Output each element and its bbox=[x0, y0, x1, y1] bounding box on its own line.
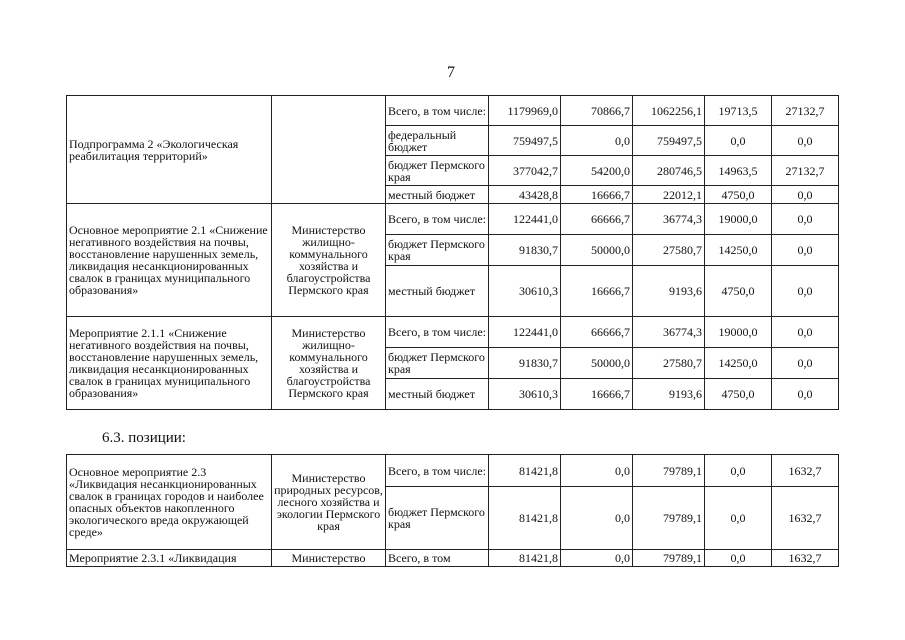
value-total: 91830,7 bbox=[489, 348, 561, 379]
value-year4: 0,0 bbox=[772, 379, 839, 410]
executor: Министерство жилищно-коммунального хозяйства и благоустройства Пермского края bbox=[272, 317, 386, 410]
value-year1: 0,0 bbox=[561, 550, 633, 567]
value-year3: 14250,0 bbox=[705, 235, 772, 266]
funding-source: федеральный бюджет bbox=[386, 126, 489, 156]
value-year2: 36774,3 bbox=[633, 317, 705, 348]
value-year4: 1632,7 bbox=[772, 550, 839, 567]
value-year3: 4750,0 bbox=[705, 186, 772, 204]
value-total: 81421,8 bbox=[489, 550, 561, 567]
value-year3: 14250,0 bbox=[705, 348, 772, 379]
page-number: 7 bbox=[447, 64, 455, 81]
funding-source: Всего, в том числе: bbox=[386, 317, 489, 348]
funding-source: бюджет Пермского края bbox=[386, 487, 489, 550]
value-total: 81421,8 bbox=[489, 455, 561, 487]
funding-source: бюджет Пермского края bbox=[386, 156, 489, 186]
funding-source: Всего, в том числе: bbox=[386, 96, 489, 126]
value-year4: 0,0 bbox=[772, 348, 839, 379]
value-year2: 280746,5 bbox=[633, 156, 705, 186]
funding-source: Всего, в том bbox=[386, 550, 489, 567]
value-year3: 0,0 bbox=[705, 550, 772, 567]
value-year3: 19000,0 bbox=[705, 204, 772, 235]
value-year3: 19000,0 bbox=[705, 317, 772, 348]
value-total: 81421,8 bbox=[489, 487, 561, 550]
funding-source: Всего, в том числе: bbox=[386, 204, 489, 235]
value-year2: 27580,7 bbox=[633, 235, 705, 266]
value-year2: 79789,1 bbox=[633, 487, 705, 550]
table-row bbox=[67, 204, 839, 235]
value-year2: 36774,3 bbox=[633, 204, 705, 235]
funding-source: Всего, в том числе: bbox=[386, 455, 489, 487]
program-name: Мероприятие 2.1.1 «Снижение негативного воздействия на почвы, восстановление нарушенных земель, ликвидация несанкционированных свалок в границах муниципального образования» bbox=[67, 317, 272, 410]
value-year4: 27132,7 bbox=[772, 96, 839, 126]
value-year1: 0,0 bbox=[561, 487, 633, 550]
value-year4: 0,0 bbox=[772, 204, 839, 235]
value-year2: 9193,6 bbox=[633, 379, 705, 410]
value-year4: 0,0 bbox=[772, 266, 839, 317]
section-heading: 6.3. позиции: bbox=[102, 430, 186, 446]
value-year2: 79789,1 bbox=[633, 550, 705, 567]
program-name: Основное мероприятие 2.3 «Ликвидация несанкционированных свалок в границах городов и наиболее опасных объектов накопленного экологического вреда окружающей среде» bbox=[67, 455, 272, 550]
funding-source: местный бюджет bbox=[386, 379, 489, 410]
funding-source: местный бюджет bbox=[386, 186, 489, 204]
value-year4: 0,0 bbox=[772, 126, 839, 156]
value-year1: 0,0 bbox=[561, 455, 633, 487]
value-year3: 0,0 bbox=[705, 455, 772, 487]
value-year1: 16666,7 bbox=[561, 266, 633, 317]
value-year2: 22012,1 bbox=[633, 186, 705, 204]
value-year1: 50000,0 bbox=[561, 235, 633, 266]
budget-table-1 bbox=[66, 95, 839, 410]
table-row bbox=[67, 317, 839, 348]
value-total: 30610,3 bbox=[489, 379, 561, 410]
value-total: 43428,8 bbox=[489, 186, 561, 204]
table-row bbox=[67, 455, 839, 487]
value-year3: 4750,0 bbox=[705, 379, 772, 410]
value-year1: 0,0 bbox=[561, 126, 633, 156]
value-year3: 0,0 bbox=[705, 487, 772, 550]
funding-source: бюджет Пермского края bbox=[386, 348, 489, 379]
value-year1: 70866,7 bbox=[561, 96, 633, 126]
value-year4: 27132,7 bbox=[772, 156, 839, 186]
value-year1: 16666,7 bbox=[561, 186, 633, 204]
value-total: 91830,7 bbox=[489, 235, 561, 266]
value-year2: 9193,6 bbox=[633, 266, 705, 317]
funding-source: бюджет Пермского края bbox=[386, 235, 489, 266]
executor: Министерство жилищно-коммунального хозяйства и благоустройства Пермского края bbox=[272, 204, 386, 317]
program-name: Основное мероприятие 2.1 «Снижение негативного воздействия на почвы, восстановление нарушенных земель, ликвидация несанкционированных свалок в границах муниципального образования» bbox=[67, 204, 272, 317]
value-total: 122441,0 bbox=[489, 204, 561, 235]
value-total: 122441,0 bbox=[489, 317, 561, 348]
executor bbox=[272, 96, 386, 204]
table-row bbox=[67, 550, 839, 567]
value-year4: 1632,7 bbox=[772, 487, 839, 550]
value-year1: 66666,7 bbox=[561, 204, 633, 235]
value-total: 1179969,0 bbox=[489, 96, 561, 126]
value-year1: 66666,7 bbox=[561, 317, 633, 348]
table-row bbox=[67, 96, 839, 126]
value-year1: 50000,0 bbox=[561, 348, 633, 379]
value-year2: 27580,7 bbox=[633, 348, 705, 379]
value-year3: 0,0 bbox=[705, 126, 772, 156]
value-year2: 759497,5 bbox=[633, 126, 705, 156]
value-year4: 1632,7 bbox=[772, 455, 839, 487]
value-year4: 0,0 bbox=[772, 317, 839, 348]
value-year4: 0,0 bbox=[772, 186, 839, 204]
value-year2: 1062256,1 bbox=[633, 96, 705, 126]
value-year3: 14963,5 bbox=[705, 156, 772, 186]
executor: Министерство bbox=[272, 550, 386, 567]
value-total: 377042,7 bbox=[489, 156, 561, 186]
budget-table-2 bbox=[66, 454, 839, 567]
program-name: Подпрограмма 2 «Экологическая реабилитация территорий» bbox=[67, 96, 272, 204]
program-name: Мероприятие 2.3.1 «Ликвидация bbox=[67, 550, 272, 567]
funding-source: местный бюджет bbox=[386, 266, 489, 317]
value-year3: 4750,0 bbox=[705, 266, 772, 317]
value-total: 759497,5 bbox=[489, 126, 561, 156]
value-year1: 54200,0 bbox=[561, 156, 633, 186]
value-year3: 19713,5 bbox=[705, 96, 772, 126]
value-year2: 79789,1 bbox=[633, 455, 705, 487]
value-year4: 0,0 bbox=[772, 235, 839, 266]
executor: Министерство природных ресурсов, лесного хозяйства и экологии Пермского края bbox=[272, 455, 386, 550]
value-total: 30610,3 bbox=[489, 266, 561, 317]
value-year1: 16666,7 bbox=[561, 379, 633, 410]
